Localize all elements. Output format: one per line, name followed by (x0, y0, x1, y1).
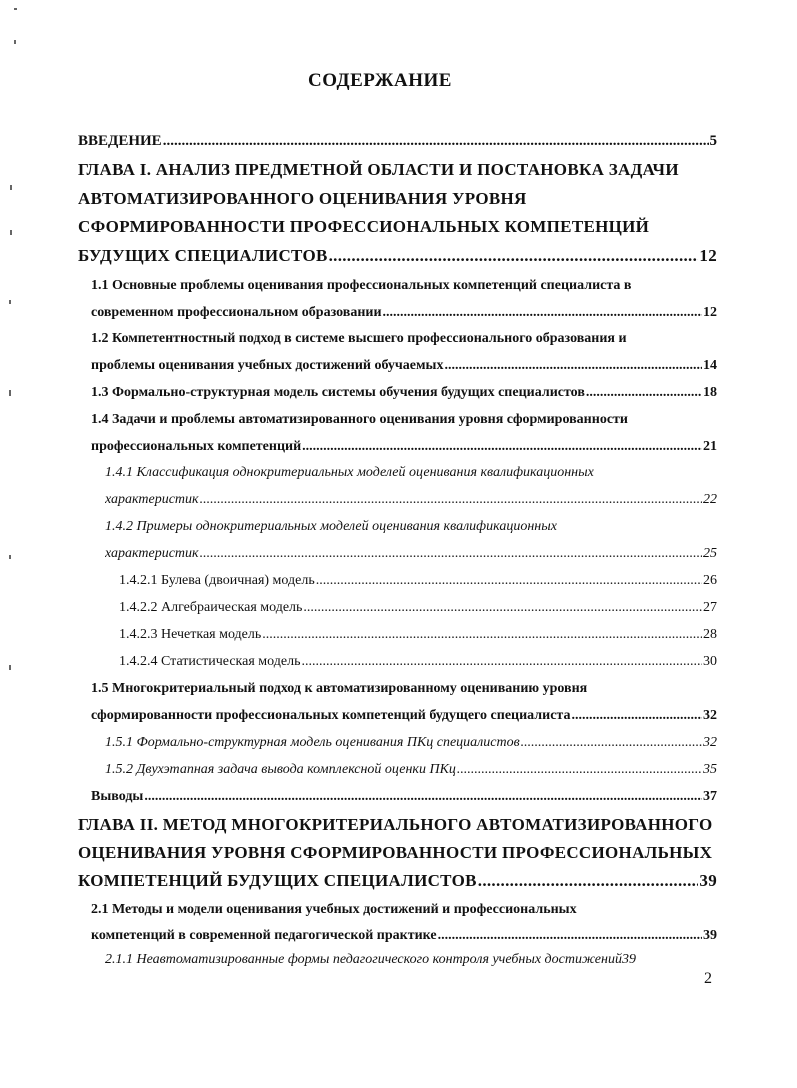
toc-page-number: 39 (699, 871, 717, 890)
toc-chapter-1-line-3[interactable] (78, 217, 717, 237)
scan-mark (9, 390, 11, 396)
scan-mark (9, 300, 11, 304)
toc-entry-text: ОЦЕНИВАНИЯ УРОВНЯ СФОРМИРОВАННОСТИ ПРОФЕССИОНАЛЬНЫХ (78, 843, 713, 862)
toc-entry-text: 1.5 Многокритериальный подход к автоматизированному оцениванию уровня (91, 681, 588, 696)
toc-page-number: 39 (621, 952, 636, 967)
toc-item-1-4-2-4[interactable] (119, 654, 717, 670)
toc-page-number: 14 (703, 358, 717, 373)
scan-mark (10, 185, 12, 190)
toc-entry-text: 2.1 Методы и модели оценивания учебных достижений и профессиональных (91, 902, 577, 917)
toc-entry-text: 1.4 Задачи и проблемы автоматизированного оценивания уровня сформированности (91, 412, 628, 427)
toc-entry-text: Выводы (91, 789, 144, 804)
leader-dots (163, 133, 709, 150)
toc-entry-intro[interactable] (78, 133, 717, 150)
toc-subsection-1-4-1-line-1[interactable] (105, 465, 717, 481)
toc-page-number: 12 (699, 246, 717, 265)
leader-dots (438, 928, 702, 944)
toc-chapter-1-line-2[interactable] (78, 189, 717, 209)
toc-page-number: 37 (703, 789, 717, 804)
toc-page-number: 22 (703, 492, 717, 507)
toc-section-1-4-line-1[interactable] (91, 412, 717, 428)
toc-page-number: 35 (703, 762, 717, 777)
toc-item-1-4-2-1[interactable] (119, 573, 717, 589)
toc-entry-text: 1.4.1 Классификация однокритериальных моделей оценивания квалификационных (105, 465, 594, 480)
toc-entry-text: БУДУЩИХ СПЕЦИАЛИСТОВ (78, 246, 328, 265)
toc-page-number: 21 (703, 439, 717, 454)
toc-entry-text: 1.1 Основные проблемы оценивания профессиональных компетенций специалиста в (91, 278, 632, 293)
leader-dots (445, 358, 703, 374)
toc-section-2-1-line-2[interactable] (91, 928, 717, 944)
toc-chapter-2-line-2[interactable] (78, 843, 717, 863)
toc-entry-text: компетенций в современной педагогической практике (91, 928, 437, 943)
toc-entry-text: сформированности профессиональных компетенций будущего специалиста (91, 708, 571, 723)
toc-entry-text: проблемы оценивания учебных достижений обучаемых (91, 358, 444, 373)
leader-dots (262, 627, 702, 643)
leader-dots (586, 385, 702, 401)
toc-section-1-5-line-2[interactable] (91, 708, 717, 724)
leader-dots (144, 789, 702, 805)
toc-entry-text: характеристик (105, 492, 199, 507)
toc-page-number: 39 (703, 928, 717, 943)
toc-page-number: 27 (703, 600, 717, 615)
toc-item-1-4-2-2[interactable] (119, 600, 717, 616)
toc-subsection-1-4-2-line-1[interactable] (105, 519, 717, 535)
toc-entry-text: профессиональных компетенций (91, 439, 302, 454)
toc-section-1-2-line-2[interactable] (91, 358, 717, 374)
leader-dots (521, 735, 702, 751)
toc-entry-text: современном профессиональном образовании (91, 305, 382, 320)
toc-entry-text: КОМПЕТЕНЦИЙ БУДУЩИХ СПЕЦИАЛИСТОВ (78, 871, 477, 890)
toc-subsection-1-4-2-line-2[interactable] (105, 546, 717, 562)
leader-dots (302, 439, 702, 455)
toc-entry-text: 1.2 Компетентностный подход в системе высшего профессионального образования и (91, 331, 627, 346)
scan-mark (10, 230, 12, 235)
toc-section-conclusions[interactable] (91, 789, 717, 805)
toc-chapter-2-line-1[interactable] (78, 815, 717, 835)
toc-section-1-5-line-1[interactable] (91, 681, 717, 697)
toc-entry-text: СФОРМИРОВАННОСТИ ПРОФЕССИОНАЛЬНЫХ КОМПЕТЕНЦИЙ (78, 217, 650, 236)
toc-section-1-1-line-2[interactable] (91, 305, 717, 321)
toc-entry-text: ГЛАВА I. АНАЛИЗ ПРЕДМЕТНОЙ ОБЛАСТИ И ПОСТАНОВКА ЗАДАЧИ (78, 160, 679, 179)
toc-section-2-1-line-1[interactable] (91, 902, 717, 918)
toc-entry-text: ГЛАВА II. МЕТОД МНОГОКРИТЕРИАЛЬНОГО АВТОМАТИЗИРОВАННОГО (78, 815, 713, 834)
toc-page-number: 18 (703, 385, 717, 400)
toc-section-1-4-line-2[interactable] (91, 439, 717, 455)
toc-entry-text: характеристик (105, 546, 199, 561)
toc-section-1-3[interactable] (91, 385, 717, 401)
toc-entry-text: 1.5.2 Двухэтапная задача вывода комплексной оценки ПКц (105, 762, 456, 777)
toc-page-number: 12 (703, 305, 717, 320)
toc-item-1-4-2-3[interactable] (119, 627, 717, 643)
toc-entry-text: 1.5.1 Формально-структурная модель оценивания ПКц специалистов (105, 735, 520, 750)
toc-page-number: 32 (703, 708, 717, 723)
toc-entry-text: ВВЕДЕНИЕ (78, 133, 162, 149)
leader-dots (200, 546, 702, 562)
toc-entry-text: 1.4.2 Примеры однокритериальных моделей оценивания квалификационных (105, 519, 557, 534)
toc-title: СОДЕРЖАНИЕ (308, 70, 452, 91)
toc-page-number: 26 (703, 573, 717, 588)
scan-mark (9, 555, 11, 559)
toc-chapter-1-line-4[interactable] (78, 246, 717, 266)
scan-mark (14, 8, 17, 10)
toc-subsection-1-4-1-line-2[interactable] (105, 492, 717, 508)
leader-dots (301, 654, 702, 670)
toc-entry-text: 1.4.2.2 Алгебраическая модель (119, 600, 303, 615)
leader-dots (303, 600, 702, 616)
toc-page-number: 32 (703, 735, 717, 750)
toc-chapter-2-line-3[interactable] (78, 871, 717, 891)
toc-subsection-1-5-2[interactable] (105, 762, 717, 778)
toc-entry-text: 2.1.1 Неавтоматизированные формы педагогического контроля учебных достижений (105, 952, 622, 967)
toc-subsection-1-5-1[interactable] (105, 735, 717, 751)
scan-mark (14, 40, 16, 44)
toc-entry-text: 1.3 Формально-структурная модель системы обучения будущих специалистов (91, 385, 585, 400)
toc-page-number: 25 (703, 546, 717, 561)
leader-dots (200, 492, 702, 508)
toc-page-number: 5 (709, 133, 717, 149)
leader-dots (478, 871, 699, 891)
toc-entry-text: 1.4.2.1 Булева (двоичная) модель (119, 573, 315, 588)
leader-dots (457, 762, 702, 778)
toc-entry-text: АВТОМАТИЗИРОВАННОГО ОЦЕНИВАНИЯ УРОВНЯ (78, 189, 527, 208)
toc-entry-text: 1.4.2.4 Статистическая модель (119, 654, 301, 669)
leader-dots (383, 305, 702, 321)
leader-dots (316, 573, 702, 589)
toc-chapter-1-line-1[interactable] (78, 160, 717, 180)
scan-mark (9, 665, 11, 670)
toc-section-1-1-line-1[interactable] (91, 278, 717, 294)
toc-page-number: 30 (703, 654, 717, 669)
toc-subsection-2-1-1[interactable] (105, 952, 723, 968)
leader-dots (329, 246, 699, 266)
toc-section-1-2-line-1[interactable] (91, 331, 717, 347)
page-number: 2 (704, 970, 712, 987)
toc-entry-text: 1.4.2.3 Нечеткая модель (119, 627, 262, 642)
leader-dots (571, 708, 702, 724)
toc-page-number: 28 (703, 627, 717, 642)
